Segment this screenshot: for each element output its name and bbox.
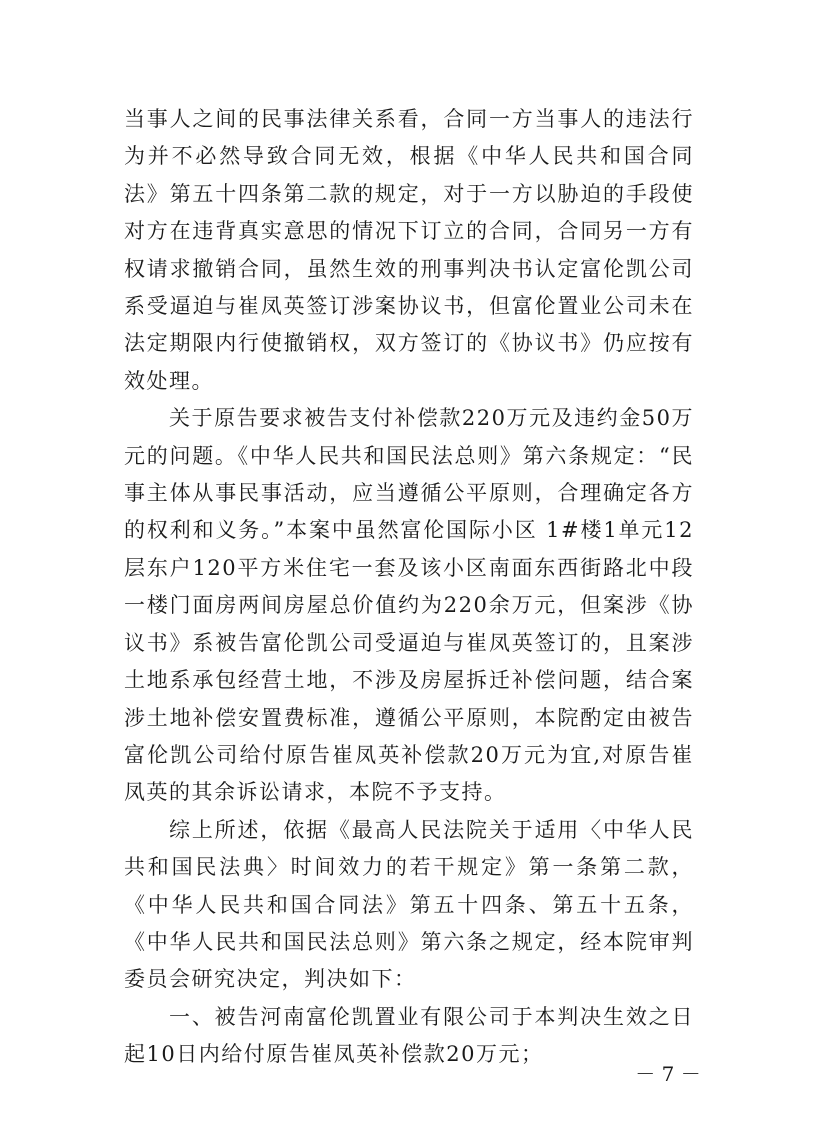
paragraph-compensation-claim: 关于原告要求被告支付补偿款220万元及违约金50万元的问题。《中华人民共和国民法总则》第六条规定：“民事主体从事民事活动，应当遵循公平原则，合理确定各方的权利和义务。”本案中虽然富伦国际小区 1#楼1单元12层东户120平方米住宅一套及该小区南面东西街路北中段一楼门面房两间房屋总价值约为220余万元，但案涉《协议书》系被告富伦凯公司受逼迫与崔凤英签订的，且案涉土地系承包经营土地，不涉及房屋拆迁补偿问题，结合案涉土地补偿安置费标准，遵循公平原则，本院酌定由被告富伦凯公司给付原告崔凤英补偿款20万元为宜,对原告崔凤英的其余诉讼请求，本院不予支持。 [124,406,694,805]
paragraph-contract-validity: 当事人之间的民事法律关系看，合同一方当事人的违法行为并不必然导致合同无效，根据《中华人民共和国合同法》第五十四条第二款的规定，对于一方以胁迫的手段使对方在违背真实意思的情况下订立的合同，合同另一方有权请求撤销合同，虽然生效的刑事判决书认定富伦凯公司系受逼迫与崔凤英签订涉案协议书，但富伦置业公司未在法定期限内行使撤销权，双方签订的《协议书》仍应按有效处理。 [124,107,694,393]
paragraph-judgment-item-1: 一、被告河南富伦凯置业有限公司于本判决生效之日起10日内给付原告崔凤英补偿款20万元； [124,1004,694,1067]
paragraph-legal-basis: 综上所述，依据《最高人民法院关于适用〈中华人民共和国民法典〉时间效力的若干规定》第一条第二款，《中华人民共和国合同法》第五十四条、第五十五条，《中华人民共和国民法总则》第六条之规定，经本院审判委员会研究决定，判决如下： [124,817,694,992]
page-number: － 7 － [635,1062,701,1086]
document-body [124,101,694,1074]
